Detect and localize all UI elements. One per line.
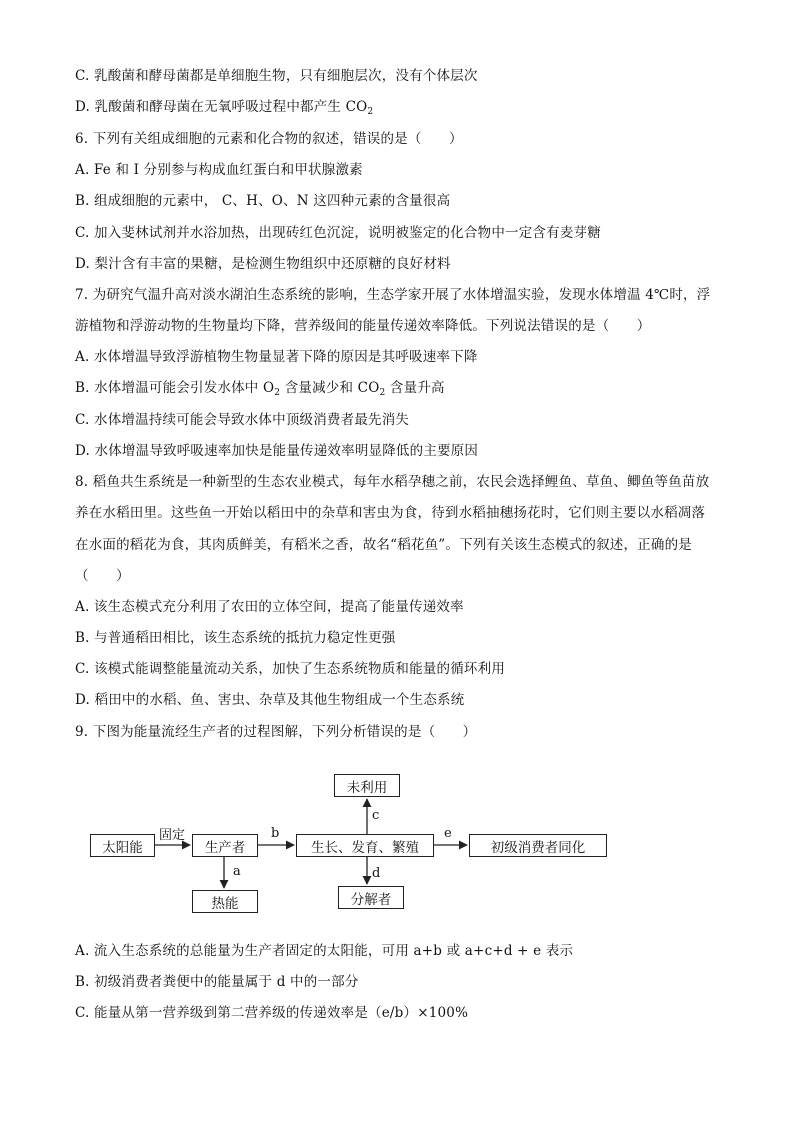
q7-option-c: C. 水体增温持续可能会导致水体中顶级消费者最先消失 [75,412,410,428]
box-producer: 生产者 [192,834,258,857]
q7-stem-line-1: 7. 为研究气温升高对淡水湖泊生态系统的影响，生态学家开展了水体增温实验，发现水体增温 4℃时，浮 [75,287,711,303]
q8-stem-line-4: （ ） [75,568,130,584]
box-growth-development-reproduction: 生长、发育、繁殖 [296,834,434,857]
label-d: d [372,866,381,881]
q7-option-a: A. 水体增温导致浮游植物生物量显著下降的原因是其呼吸速率下降 [75,349,478,365]
q9-stem: 9. 下图为能量流经生产者的过程图解，下列分析错误的是（ ） [75,724,477,740]
label-fixation: 固定 [159,828,186,843]
q6-option-d: D. 梨汁含有丰富的果糖，是检测生物组织中还原糖的良好材料 [75,256,451,272]
q8-stem-line-1: 8. 稻鱼共生系统是一种新型的生态农业模式，每年水稻孕穗之前，农民会选择鲤鱼、草鱼、鲫鱼等鱼苗放 [75,474,710,490]
label-a: a [233,864,241,879]
q9-option-a: A. 流入生态系统的总能量为生产者固定的太阳能，可用 a+b 或 a+c+d + e 表示 [75,943,574,959]
q7-stem-line-2: 游植物和浮游动物的生物量均下降，营养级间的能量传递效率降低。下列说法错误的是（ ） [75,318,651,334]
q5-option-c: C. 乳酸菌和酵母菌都是单细胞生物，只有细胞层次，没有个体层次 [75,68,478,84]
q8-stem-line-3: 在水面的稻花为食，其肉质鲜美，有稻米之香，故名“稻花鱼”。下列有关该生态模式的叙述，正确的是 [75,537,693,553]
q9-option-c: C. 能量从第一营养级到第二营养级的传递效率是（e/b）×100% [75,1005,469,1021]
q6-stem: 6. 下列有关组成细胞的元素和化合物的叙述，错误的是（ ） [75,131,463,147]
label-c: c [372,808,380,823]
q7-option-b: B. 水体增温可能会引发水体中 $O_2$ 含量减少和 $CO_2$ 含量升高 [75,380,445,398]
q7-option-d: D. 水体增温导致呼吸速率加快是能量传递效率明显降低的主要原因 [75,443,479,459]
box-primary-consumer-assimilation: 初级消费者同化 [469,834,607,857]
q9-option-b: B. 初级消费者粪便中的能量属于 d 中的一部分 [75,974,359,990]
box-heat-energy: 热能 [192,890,258,913]
box-solar-energy: 太阳能 [90,834,155,857]
q8-option-c: C. 该模式能调整能量流动关系，加快了生态系统物质和能量的循环利用 [75,661,506,677]
q5-option-d: D. 乳酸菌和酵母菌在无氧呼吸过程中都产生 $CO_2$ [75,99,374,117]
q8-option-a: A. 该生态模式充分利用了农田的立体空间，提高了能量传递效率 [75,599,464,615]
box-unused: 未利用 [334,774,400,797]
q6-option-a: A. Fe 和 I 分别参与构成血红蛋白和甲状腺激素 [75,162,363,178]
q8-option-d: D. 稻田中的水稻、鱼、害虫、杂草及其他生物组成一个生态系统 [75,692,465,708]
q6-option-c: C. 加入斐林试剂并水浴加热，出现砖红色沉淀，说明被鉴定的化合物中一定含有麦芽糖 [75,225,601,241]
q8-option-b: B. 与普通稻田相比，该生态系统的抵抗力稳定性更强 [75,630,396,646]
q8-stem-line-2: 养在水稻田里。这些鱼一开始以稻田中的杂草和害虫为食，待到水稻抽穗扬花时，它们则主要以水稻凋落 [75,505,706,521]
label-e: e [444,826,452,841]
label-b: b [271,826,280,841]
q6-option-b: B. 组成细胞的元素中， C、H、O、N 这四种元素的含量很高 [75,193,451,209]
box-decomposer: 分解者 [338,886,404,909]
